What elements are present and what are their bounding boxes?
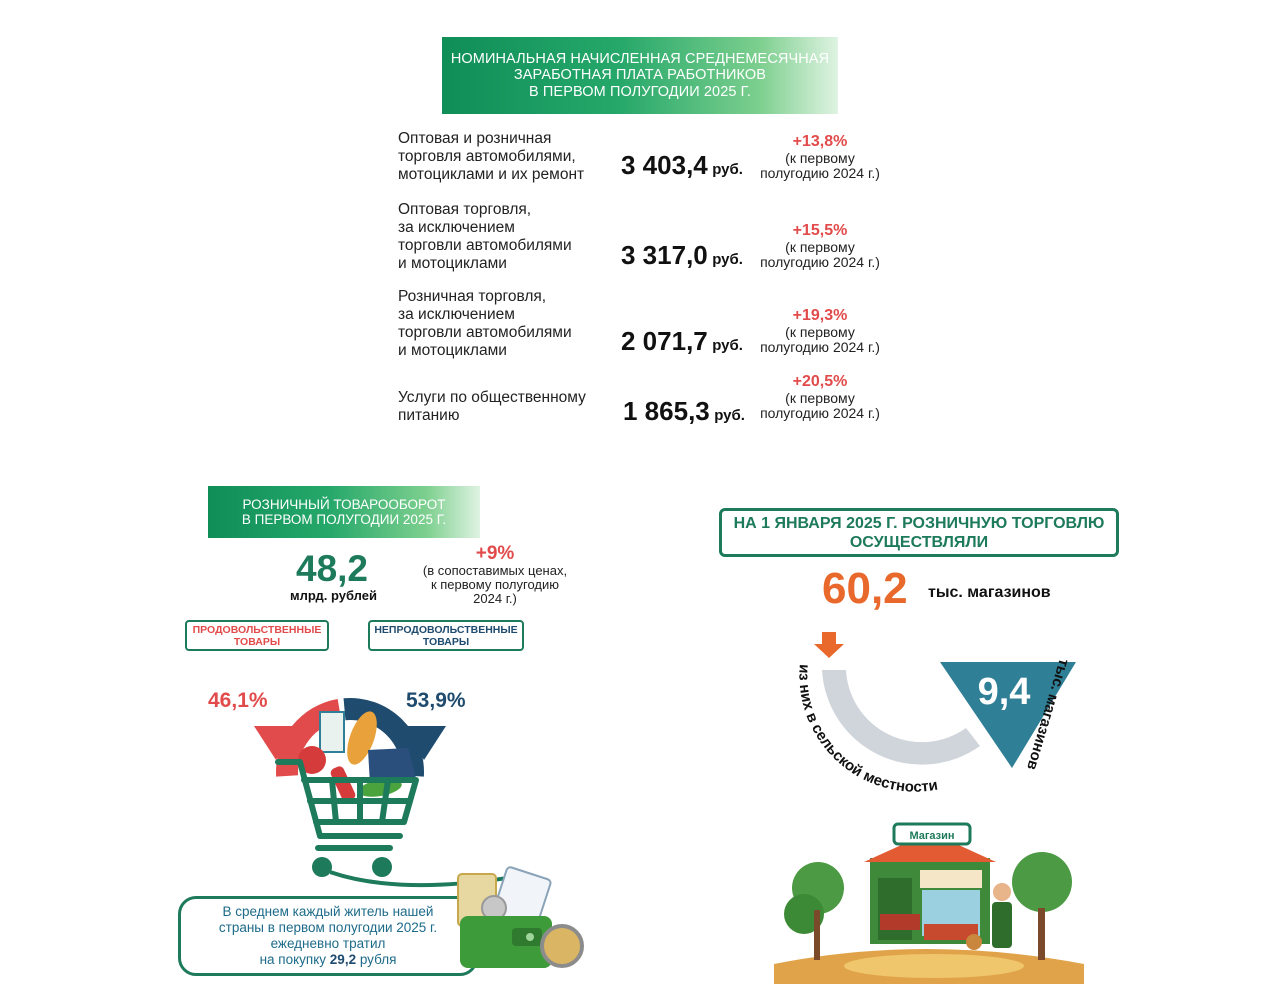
wage-row-label <box>398 130 618 184</box>
wage-label-line: и мотоциклами <box>398 342 507 359</box>
wage-change-percent: +15,5% <box>792 222 848 239</box>
wage-row-label <box>398 389 618 425</box>
wages-title-banner <box>442 37 838 114</box>
wage-label-line: за исключением <box>398 306 515 323</box>
stores-title-line: ОСУЩЕСТВЛЯЛИ <box>849 533 989 551</box>
wage-row-value <box>623 396 745 427</box>
rural-arc-label-text: из них в сельской местности <box>795 663 939 796</box>
turnover-title-banner <box>208 486 480 538</box>
wage-row-label <box>398 288 618 360</box>
wage-change-note: (к первому <box>785 239 855 255</box>
wage-label-line: торговля автомобилями, <box>398 148 576 165</box>
wage-value: 3 317,0 <box>621 240 708 270</box>
wage-label-line: Услуги по общественному <box>398 389 586 406</box>
wage-label-line: питанию <box>398 407 460 424</box>
wage-label-line: и мотоциклами <box>398 255 507 272</box>
wage-change-percent: +19,3% <box>792 307 848 324</box>
info-line: В среднем каждый житель нашей <box>222 904 434 919</box>
turnover-title-line: РОЗНИЧНЫЙ ТОВАРООБОРОТ <box>242 496 446 512</box>
info-prefix: на покупку <box>259 952 330 967</box>
food-goods-label-line: ПРОДОВОЛЬСТВЕННЫЕ <box>192 623 322 636</box>
wage-change <box>750 373 890 421</box>
wages-title-line: НОМИНАЛЬНАЯ НАЧИСЛЕННАЯ СРЕДНЕМЕСЯЧНАЯ <box>450 51 830 68</box>
wage-change <box>750 307 890 355</box>
nonfood-goods-label-line: ТОВАРЫ <box>422 635 470 648</box>
stores-value: 60,2 <box>822 564 908 613</box>
info-suffix: рубля <box>356 952 397 967</box>
stores-title-line: НА 1 ЯНВАРЯ 2025 Г. РОЗНИЧНУЮ ТОРГОВЛЮ <box>733 514 1105 532</box>
turnover-change-note: 2024 г.) <box>473 591 517 606</box>
nonfood-goods-label <box>368 620 524 651</box>
village-shop-illustration <box>774 814 1084 984</box>
wallet-icon <box>452 862 592 974</box>
wage-value: 2 071,7 <box>621 326 708 356</box>
wage-change-note: полугодию 2024 г.) <box>760 254 880 270</box>
food-share: 46,1% <box>208 689 268 712</box>
wage-change-note: полугодию 2024 г.) <box>760 405 880 421</box>
wage-label-line: Розничная торговля, <box>398 288 547 305</box>
wage-unit: руб. <box>712 251 743 268</box>
share-gauge-and-cart <box>240 668 460 888</box>
wage-label-line: мотоциклами и их ремонт <box>398 166 585 183</box>
turnover-unit: млрд. рублей <box>290 588 377 603</box>
info-amount: 29,2 <box>329 952 357 967</box>
wage-label-line: Оптовая торговля, <box>398 201 532 218</box>
info-line: страны в первом полугодии 2025 г. <box>218 920 438 935</box>
food-goods-label <box>185 620 329 651</box>
nonfood-goods-label-line: НЕПРОДОВОЛЬСТВЕННЫЕ <box>374 623 518 636</box>
wage-change-percent: +13,8% <box>792 133 848 150</box>
wage-change-percent: +20,5% <box>792 373 848 390</box>
turnover-change-percent: +9% <box>475 543 515 564</box>
wage-change-note: полугодию 2024 г.) <box>760 165 880 181</box>
wage-label-line: Оптовая и розничная <box>398 130 552 147</box>
rural-unit-label-text: тыс. магазинов <box>1023 656 1073 772</box>
wage-change-note: (к первому <box>785 390 855 406</box>
wage-change <box>750 222 890 270</box>
food-goods-label-line: ТОВАРЫ <box>233 635 281 648</box>
turnover-change <box>400 543 590 606</box>
wage-value: 1 865,3 <box>623 396 710 426</box>
turnover-change-note: (в сопоставимых ценах, <box>422 563 568 578</box>
wage-unit: руб. <box>712 161 743 178</box>
wage-row-value <box>621 240 743 271</box>
stores-title-box <box>719 508 1119 557</box>
nonfood-share: 53,9% <box>406 689 466 712</box>
info-line-last <box>181 952 475 968</box>
tree-icon <box>1012 852 1072 912</box>
wage-value: 3 403,4 <box>621 150 708 180</box>
rural-value: 9,4 <box>977 671 1031 713</box>
wage-change-note: полугодию 2024 г.) <box>760 339 880 355</box>
wage-row-label <box>398 201 618 273</box>
turnover-change-note: к первому полугодию <box>430 577 560 592</box>
wage-unit: руб. <box>714 407 745 424</box>
stores-unit: тыс. магазинов <box>928 584 1051 601</box>
wage-label-line: торговли автомобилями <box>398 237 572 254</box>
wage-label-line: торговли автомобилями <box>398 324 572 341</box>
rural-stores-graphic <box>760 628 1120 808</box>
shop-sign: Магазин <box>909 830 955 842</box>
info-line: ежедневно тратил <box>270 936 386 951</box>
wage-label-line: за исключением <box>398 219 515 236</box>
wage-change-note: (к первому <box>785 150 855 166</box>
wage-row-value <box>621 326 743 357</box>
wage-row-value <box>621 150 743 181</box>
turnover-title-line: В ПЕРВОМ ПОЛУГОДИИ 2025 Г. <box>241 512 447 527</box>
shopkeeper-icon <box>993 883 1011 901</box>
wage-change <box>750 133 890 181</box>
wages-title-line: В ПЕРВОМ ПОЛУГОДИИ 2025 Г. <box>529 83 751 100</box>
down-arrow-icon <box>814 632 844 658</box>
wages-title-line: ЗАРАБОТНАЯ ПЛАТА РАБОТНИКОВ <box>513 67 767 84</box>
daily-spending-info-box <box>178 896 478 976</box>
wage-change-note: (к первому <box>785 324 855 340</box>
wage-unit: руб. <box>712 337 743 354</box>
turnover-value: 48,2 <box>296 548 369 589</box>
